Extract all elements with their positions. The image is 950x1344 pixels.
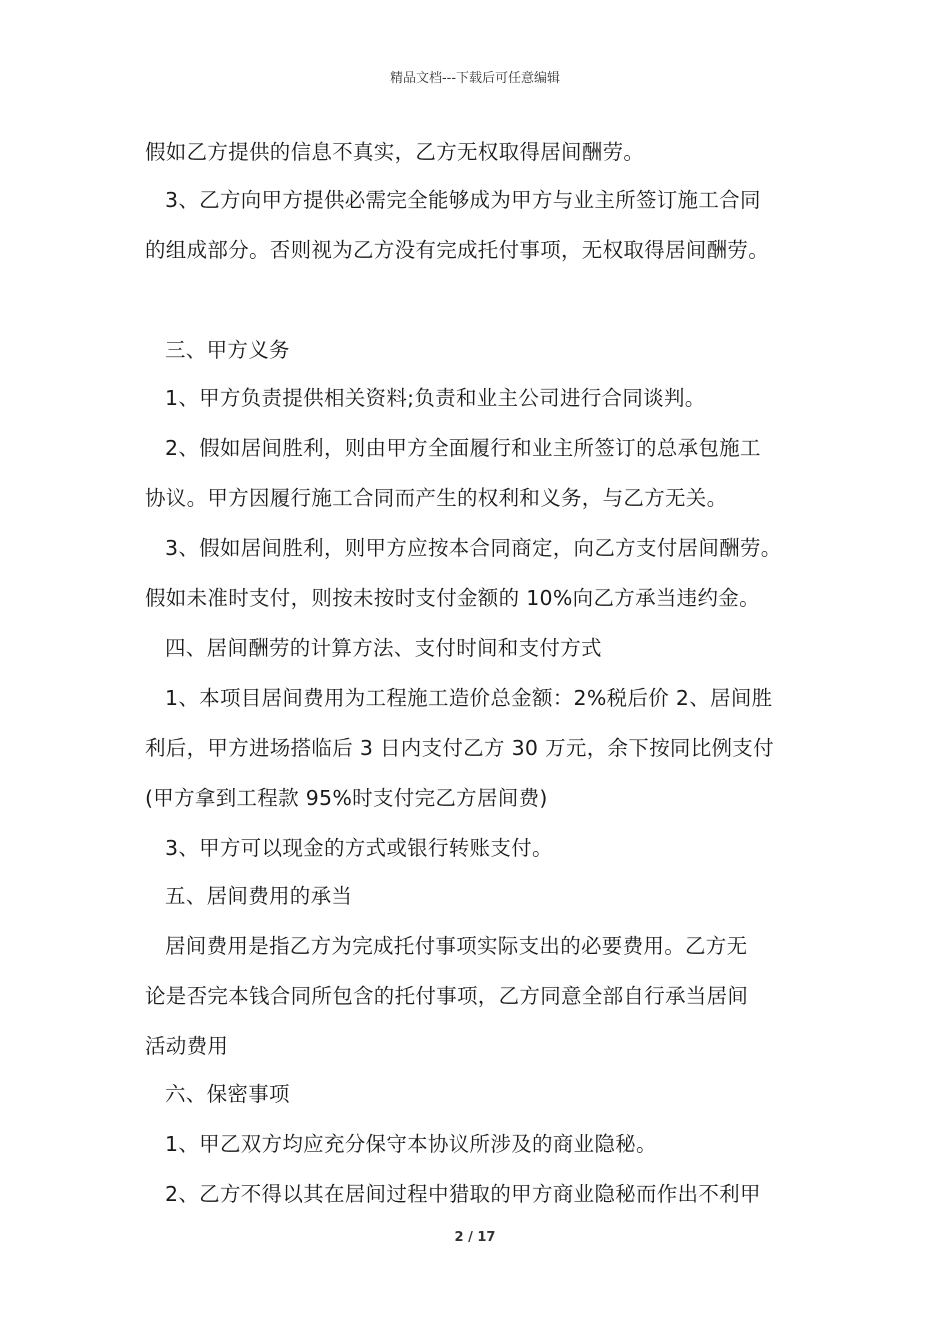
section-heading: 三、甲方义务 <box>165 338 290 362</box>
paragraph-line: 论是否完本钱合同所包含的托付事项，乙方同意全部自行承当居间 <box>145 984 749 1008</box>
paragraph-line: 2、乙方不得以其在居间过程中猎取的甲方商业隐秘而作出不利甲 <box>165 1182 761 1206</box>
paragraph-line: 假如未准时支付，则按未按时支付金额的 10%向乙方承当违约金。 <box>145 586 760 610</box>
paragraph-line: (甲方拿到工程款 95%时支付完乙方居间费) <box>145 786 548 810</box>
paragraph-line: 3、假如居间胜利，则甲方应按本合同商定，向乙方支付居间酬劳。 <box>165 536 782 560</box>
section-heading: 四、居间酬劳的计算方法、支付时间和支付方式 <box>165 636 602 660</box>
page-header: 精品文档---下载后可任意编辑 <box>389 71 561 86</box>
paragraph-line: 居间费用是指乙方为完成托付事项实际支出的必要费用。乙方无 <box>165 934 748 958</box>
paragraph-line: 协议。甲方因履行施工合同而产生的权利和义务，与乙方无关。 <box>145 486 728 510</box>
paragraph-line: 3、甲方可以现金的方式或银行转账支付。 <box>165 836 553 860</box>
paragraph-line: 的组成部分。否则视为乙方没有完成托付事项，无权取得居间酬劳。 <box>145 238 769 262</box>
section-heading: 五、居间费用的承当 <box>165 884 353 908</box>
paragraph-line: 3、乙方向甲方提供必需完全能够成为甲方与业主所签订施工合同 <box>165 188 761 212</box>
paragraph-line: 2、假如居间胜利，则由甲方全面履行和业主所签订的总承包施工 <box>165 436 761 460</box>
paragraph-line: 假如乙方提供的信息不真实，乙方无权取得居间酬劳。 <box>145 140 645 164</box>
section-heading: 六、保密事项 <box>165 1082 290 1106</box>
page-number: 2 / 17 <box>454 1230 496 1245</box>
paragraph-line: 1、本项目居间费用为工程施工造价总金额：2%税后价 2、居间胜 <box>165 686 773 710</box>
paragraph-line: 1、甲方负责提供相关资料;负责和业主公司进行合同谈判。 <box>165 386 706 410</box>
paragraph-line: 利后，甲方进场搭临后 3 日内支付乙方 30 万元，余下按同比例支付 <box>145 736 774 760</box>
paragraph-line: 活动费用 <box>145 1034 229 1058</box>
paragraph-line: 1、甲乙双方均应充分保守本协议所涉及的商业隐秘。 <box>165 1132 657 1156</box>
